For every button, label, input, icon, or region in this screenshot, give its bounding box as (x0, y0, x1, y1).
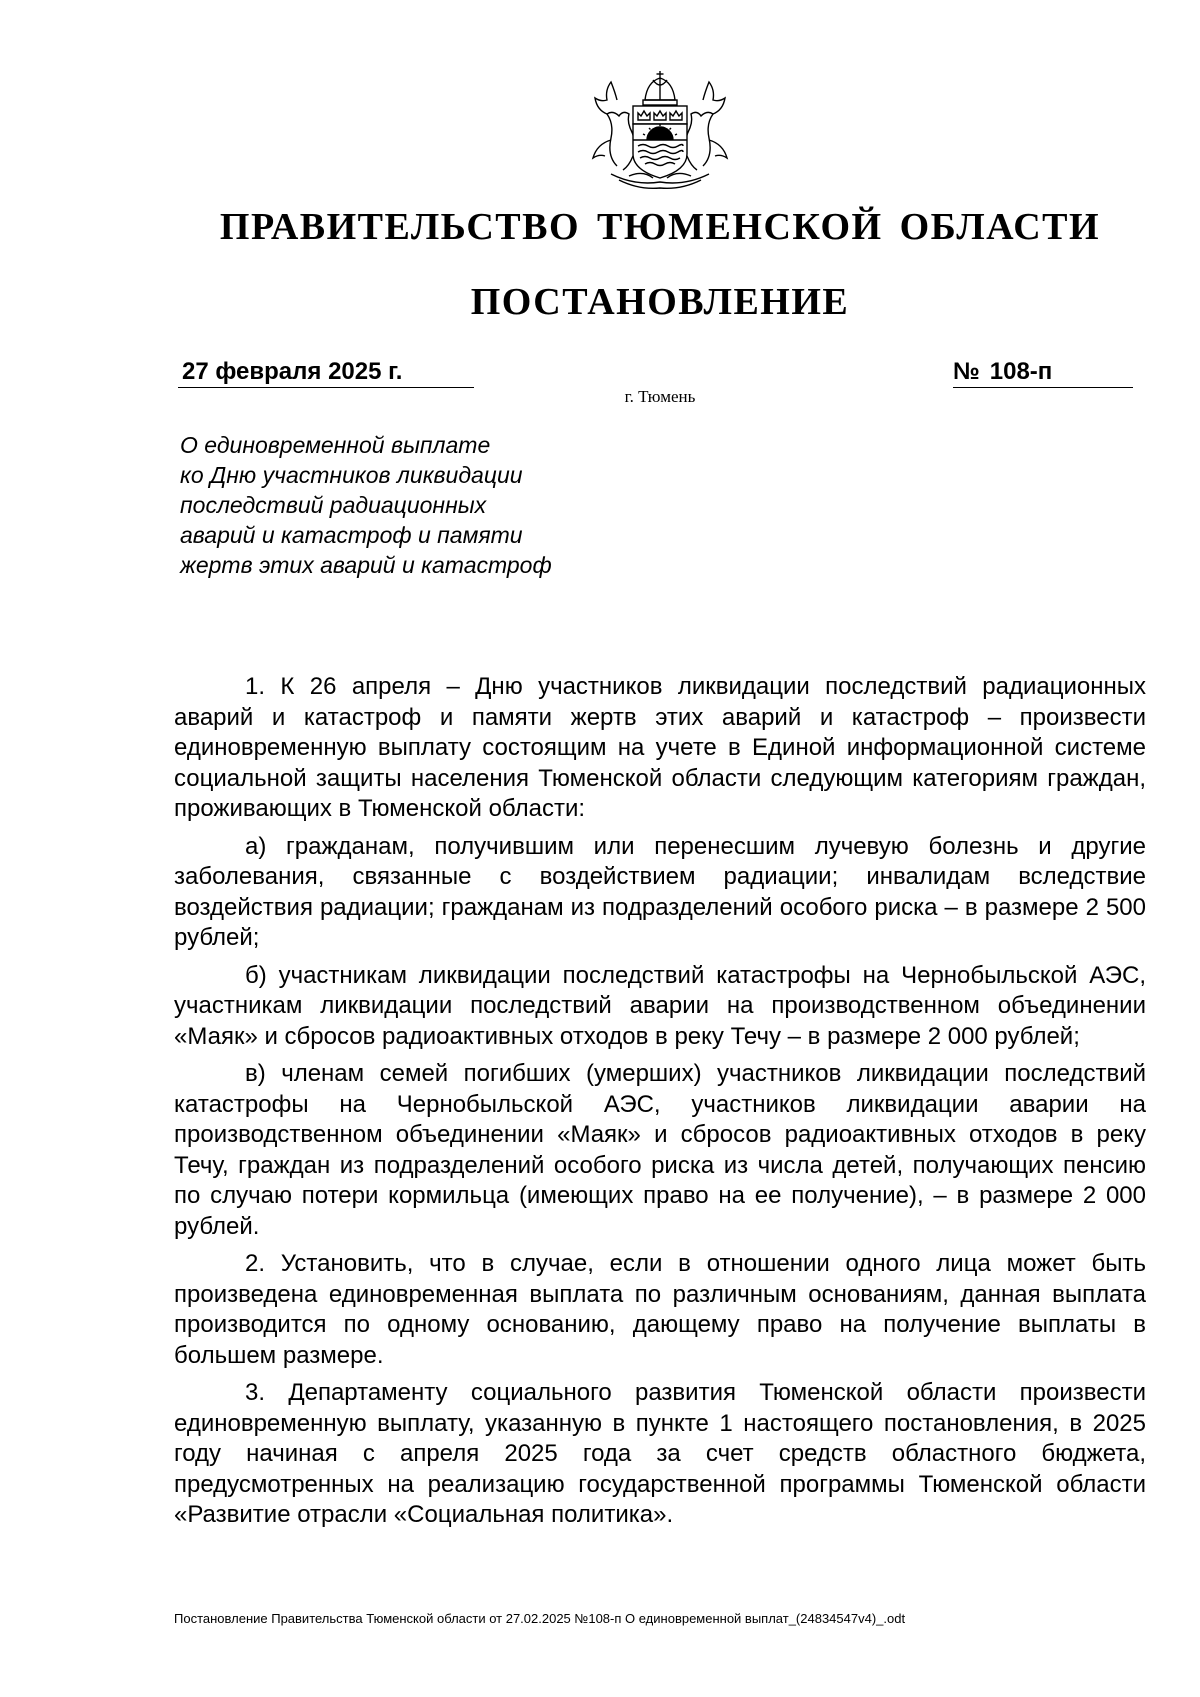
document-city: г. Тюмень (624, 387, 696, 406)
paragraph-3: 3. Департаменту социального развития Тюменской области произвести единовременную выплату, указанную в пункте 1 настоящего постановления, в 2025 году начиная с апреля 2025 года за счет средств областного бюджета, предусмотренных на реализацию государственной программы Тюменской области «Развитие отрасли «Социальная политика». (174, 1379, 1146, 1528)
document-subject (180, 430, 640, 580)
subject-line: аварий и катастроф и памяти (180, 522, 523, 548)
subject-line: последствий радиационных (180, 492, 487, 518)
paragraph-1b: б) участникам ликвидации последствий катастрофы на Чернобыльской АЭС, участникам ликвидации последствий аварии на производственном объединении «Маяк» и сбросов радиоактивных отходов в реку Течу – в размере 2 000 рублей; (174, 961, 1146, 1050)
coat-of-arms-icon (583, 70, 737, 192)
document-body (174, 672, 1146, 1538)
document-number-field (953, 357, 1133, 388)
document-date-field (178, 357, 474, 388)
page-footer: Постановление Правительства Тюменской области от 27.02.2025 №108-п О единовременной выплат_(24834547v4)_.odt (174, 1611, 906, 1626)
number-sign: № (953, 358, 980, 385)
paragraph-2: 2. Установить, что в случае, если в отношении одного лица может быть произведена единовременная выплата по различным основаниям, данная выплата производится по одному основанию, дающему право на получение выплаты в большем размере. (174, 1250, 1146, 1369)
document-number: 108-п (989, 358, 1053, 385)
document-type: ПОСТАНОВЛЕНИЕ (470, 281, 850, 323)
paragraph-1a: а) гражданам, получившим или перенесшим лучевую болезнь и другие заболевания, связанные с воздействием радиации; инвалидам вследствие воздействия радиации; гражданам из подразделений особого риска – в размере 2 500 рублей; (174, 832, 1146, 951)
paragraph-1: 1. К 26 апреля – Дню участников ликвидации последствий радиационных аварий и катастроф и памяти жертв этих аварий и катастроф – произвести единовременную выплату состоящим на учете в Единой информационной системе социальной защиты населения Тюменской области следующим категориям граждан, проживающих в Тюменской области: (174, 673, 1146, 822)
government-title: ПРАВИТЕЛЬСТВО ТЮМЕНСКОЙ ОБЛАСТИ (219, 206, 1101, 248)
subject-line: О единовременной выплате (180, 432, 491, 458)
subject-line: ко Дню участников ликвидации (180, 462, 523, 488)
paragraph-1c: в) членам семей погибших (умерших) участников ликвидации последствий катастрофы на Чернобыльской АЭС, участников ликвидации аварии на производственном объединении «Маяк» и сбросов радиоактивных отходов в реку Течу, граждан из подразделений особого риска из числа детей, получающих пенсию по случаю потери кормильца (имеющих право на ее получение), – в размере 2 000 рублей. (174, 1060, 1146, 1240)
document-date: 27 февраля 2025 г. (182, 358, 403, 385)
subject-line: жертв этих аварий и катастроф (180, 552, 552, 578)
